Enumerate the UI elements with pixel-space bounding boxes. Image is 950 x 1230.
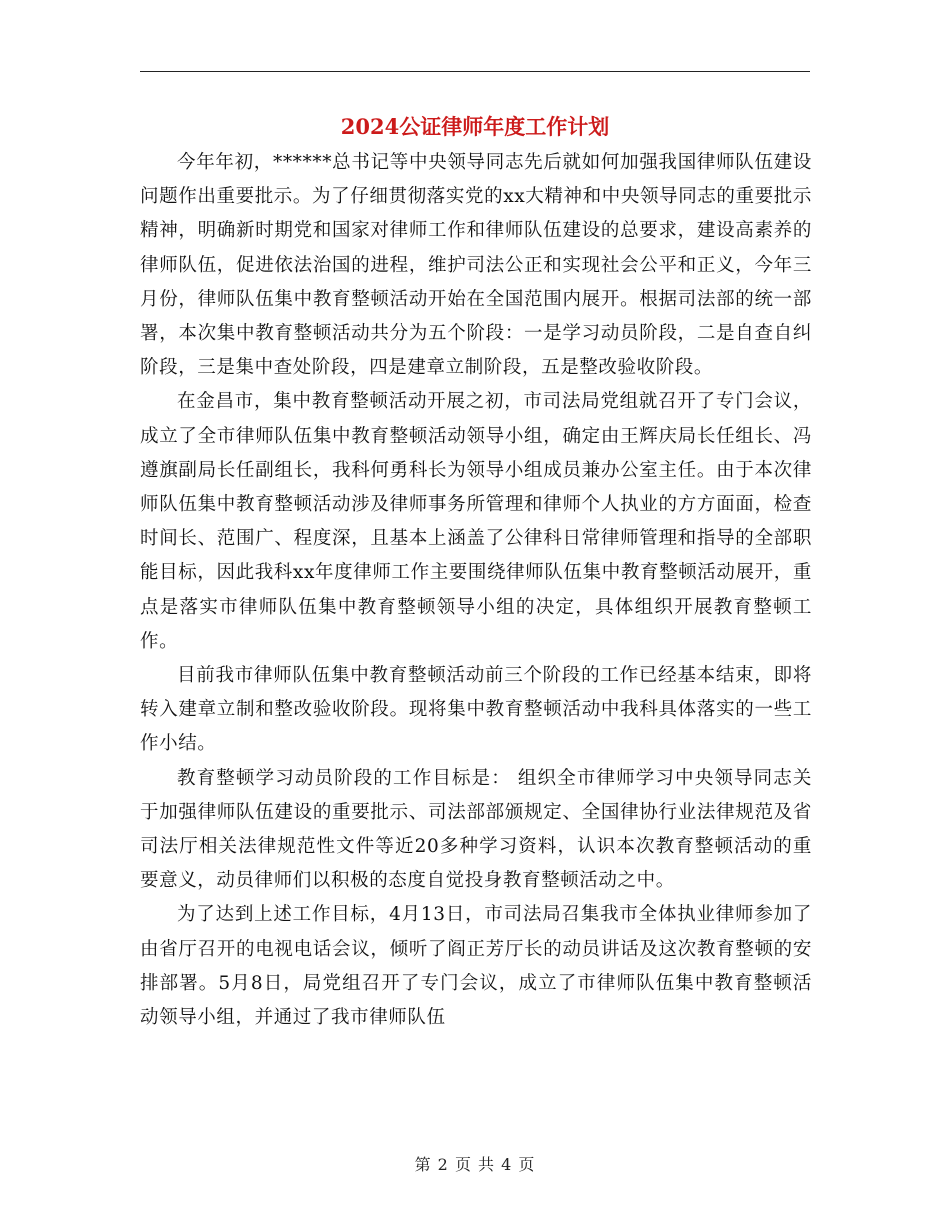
paragraph-1: 今年年初，******总书记等中央领导同志先后就如何加强我国律师队伍建设问题作出重要批示。为了仔细贯彻落实党的xx大精神和中央领导同志的重要批示精神，明确新时期党和国家对律师工作和律师队伍建设的总要求，建设高素养的律师队伍，促进依法治国的进程，维护司法公正和实现社会公平和正义，今年三月份，律师队伍集中教育整顿活动开始在全国范围内展开。根据司法部的统一部署，本次集中教育整顿活动共分为五个阶段：一是学习动员阶段，二是自查自纠阶段，三是集中查处阶段，四是建章立制阶段，五是整改验收阶段。 [140,152,812,379]
paragraph-4: 教育整顿学习动员阶段的工作目标是： 组织全市律师学习中央领导同志关于加强律师队伍建设的重要批示、司法部部颁规定、全国律协行业法律规范及省司法厅相关法律规范性文件等近20多种学习资料，认识本次教育整顿活动的重要意义，动员律师们以积极的态度自觉投身教育整顿活动之中。 [140,767,812,892]
document-title: 2024公证律师年度工作计划 [340,114,610,139]
header-rule [140,71,810,72]
paragraph-3: 目前我市律师队伍集中教育整顿活动前三个阶段的工作已经基本结束，即将转入建章立制和整改验收阶段。现将集中教育整顿活动中我科具体落实的一些工作小结。 [140,665,812,755]
document-body [140,146,812,1035]
paragraph-2: 在金昌市，集中教育整顿活动开展之初，市司法局党组就召开了专门会议，成立了全市律师队伍集中教育整顿活动领导小组，确定由王辉庆局长任组长、冯遵旗副局长任副组长，我科何勇科长为领导小组成员兼办公室主任。由于本次律师队伍集中教育整顿活动涉及律师事务所管理和律师个人执业的方方面面，检查时间长、范围广、程度深，且基本上涵盖了公律科日常律师管理和指导的全部职能目标，因此我科xx年度律师工作主要围绕律师队伍集中教育整顿活动展开，重点是落实市律师队伍集中教育整顿领导小组的决定，具体组织开展教育整顿工作。 [140,391,812,652]
paragraph-5: 为了达到上述工作目标，4月13日，市司法局召集我市全体执业律师参加了由省厅召开的电视电话会议，倾听了阎正芳厅长的动员讲话及这次教育整顿的安排部署。5月8日，局党组召开了专门会议，成立了市律师队伍集中教育整顿活动领导小组，并通过了我市律师队伍 [140,904,812,1029]
page-number-footer: 第 2 页 共 4 页 [414,1155,536,1174]
